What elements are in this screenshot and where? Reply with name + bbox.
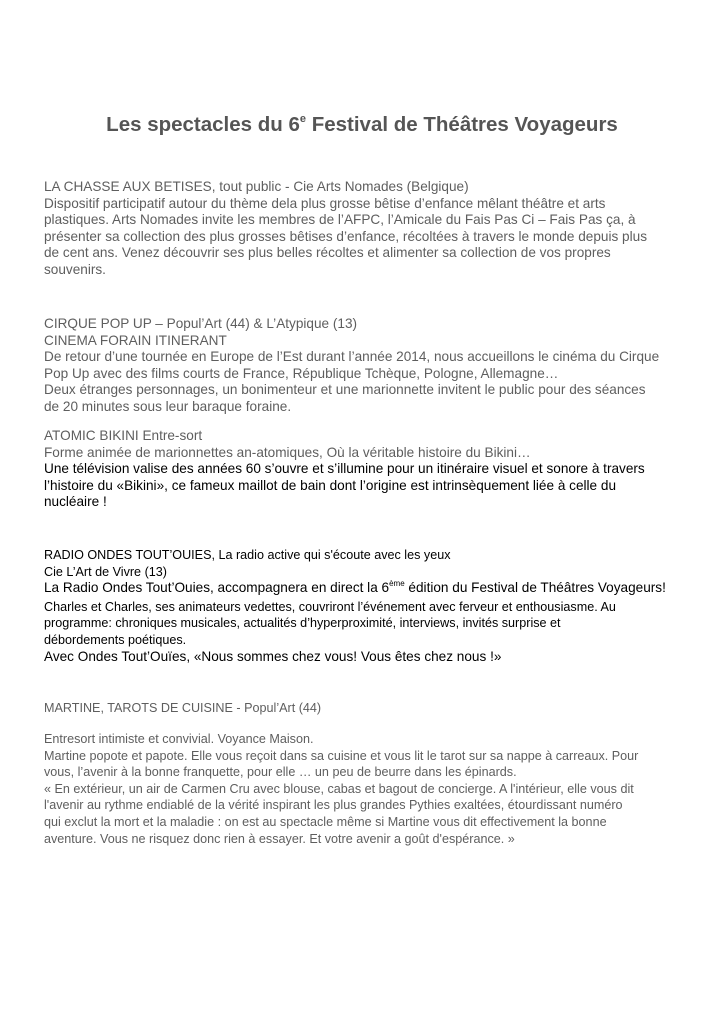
- text-line: Dispositif participatif autour du thème dela plus grosse bêtise d’enfance mêlant théâtre et arts: [44, 195, 606, 211]
- text-line: l’histoire du «Bikini», ce fameux maillot de bain dont l’origine est intrinsèquement liée à celle du: [44, 477, 617, 493]
- text-line: De retour d’une tournée en Europe de l’Est durant l’année 2014, nous accueillons le cinéma du Cirque: [44, 349, 660, 365]
- section-heading: CIRQUE POP UP – Popul’Art (44) & L’Atypique (13): [44, 316, 358, 331]
- section-martine-tarots: [44, 700, 684, 717]
- section-subheading: Cie L’Art de Vivre (13): [44, 564, 167, 579]
- text-line: aventure. Vous ne risquez donc rien à essayer. Et votre avenir a goût d'espérance. »: [44, 831, 515, 846]
- text-fragment: La Radio Ondes Tout’Ouies, accompagnera en direct la 6: [44, 580, 390, 596]
- text-line: vous, l’avenir à la bonne franquette, pour elle … un peu de beurre dans les épinards.: [44, 765, 517, 780]
- text-line: de 20 minutes sous leur baraque foraine.: [44, 398, 292, 414]
- text-line: plastiques. Arts Nomades invite les membres de l’AFPC, l’Amicale du Fais Pas Ci – Fais Pas ça, à: [44, 212, 636, 228]
- section-heading: RADIO ONDES TOUT’OUIES, La radio active qui s'écoute avec les yeux: [44, 548, 451, 562]
- section-heading: MARTINE, TAROTS DE CUISINE - Popul’Art (44): [44, 701, 322, 715]
- text-line: débordements poétiques.: [44, 632, 187, 647]
- text-line: Avec Ondes Tout’Ouïes, «Nous sommes chez vous! Vous êtes chez nous !»: [44, 648, 502, 664]
- section-atomic-bikini: [44, 428, 684, 511]
- text-line: Martine popote et papote. Elle vous reçoit dans sa cuisine et vous lit le tarot sur sa nappe à carreaux. Pour: [44, 748, 639, 763]
- text-fragment: édition du Festival de Théâtres Voyageurs!: [404, 580, 666, 596]
- section-radio-ondes: [44, 547, 684, 665]
- title-superscript: e: [299, 113, 307, 125]
- text-line: « En extérieur, un air de Carmen Cru avec blouse, cabas et bagout de concierge. A l'intérieur, elle vous dit: [44, 781, 634, 796]
- text-line: nucléaire !: [44, 494, 107, 510]
- text-line: Deux étranges personnages, un bonimenteur et une marionnette invitent le public pour des séances: [44, 382, 646, 398]
- section-chasse-aux-betises: [44, 179, 684, 279]
- text-line: souvenirs.: [44, 261, 106, 277]
- text-line: Entresort intimiste et convivial. Voyance Maison.: [44, 732, 314, 746]
- text-line: l'avenir au rythme endiablé de la vérité inspirant les plus grandes Pythies exaltées, étourdissant numéro: [44, 798, 623, 813]
- text-line: qui exclut la mort et la maladie : on est au spectacle même si Martine vous dit effectivement la bonne: [44, 814, 607, 829]
- text-line: [44, 580, 684, 599]
- text-line: Forme animée de marionnettes an-atomiques, Où la véritable histoire du Bikini…: [44, 444, 531, 460]
- section-martine-body: [44, 731, 684, 847]
- page-title: [0, 113, 724, 137]
- text-line: Une télévision valise des années 60 s’ouvre et s’illumine pour un itinéraire visuel et sonore à travers: [44, 461, 645, 477]
- text-line: Pop Up avec des films courts de France, République Tchèque, Pologne, Allemagne…: [44, 365, 559, 381]
- section-subheading: CINEMA FORAIN ITINERANT: [44, 332, 227, 348]
- text-superscript: ème: [389, 579, 405, 589]
- title-suffix: Festival de Théâtres Voyageurs: [306, 113, 618, 136]
- title-prefix: Les spectacles du 6: [106, 113, 300, 136]
- text-line: présenter sa collection des plus grosses bêtises d’enfance, récoltées à travers le monde depuis plus: [44, 228, 647, 244]
- section-heading: ATOMIC BIKINI Entre-sort: [44, 428, 203, 443]
- text-line: Charles et Charles, ses animateurs vedettes, couvriront l’événement avec ferveur et enthousiasme. Au: [44, 599, 616, 614]
- section-heading: LA CHASSE AUX BETISES, tout public - Cie Arts Nomades (Belgique): [44, 179, 469, 194]
- text-line: programme: chroniques musicales, actualités d’hyperproximité, interviews, invités surprise et: [44, 616, 561, 631]
- section-cirque-pop-up: [44, 316, 684, 416]
- text-line: de cent ans. Venez découvrir ses plus belles récoltes et alimenter sa collection de vos propres: [44, 245, 611, 261]
